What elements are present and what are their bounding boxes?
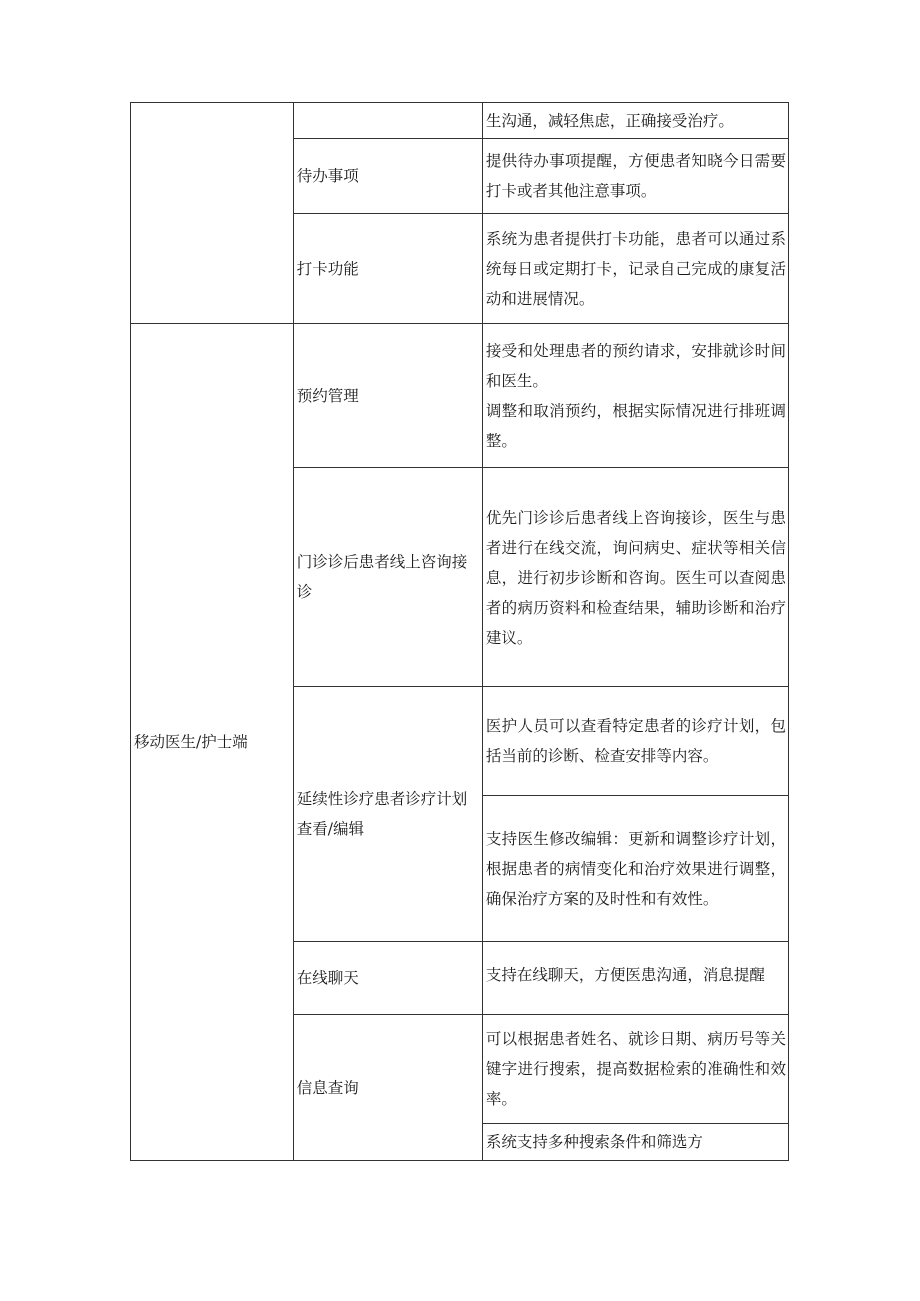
description-text: 提供待办事项提醒，方便患者知晓今日需要打卡或者其他注意事项。 bbox=[485, 152, 786, 200]
feature-cell: 待办事项 bbox=[293, 139, 482, 214]
description-cell bbox=[482, 324, 788, 468]
description-cell bbox=[482, 796, 788, 942]
description-cell bbox=[482, 1124, 788, 1161]
description-cell bbox=[482, 103, 788, 139]
description-text: 医护人员可以查看特定患者的诊疗计划，包括当前的诊断、检查安排等内容。 bbox=[485, 717, 786, 765]
description-text: 支持医生修改编辑：更新和调整诊疗计划，根据患者的病情变化和治疗效果进行调整，确保治疗方案的及时性和有效性。 bbox=[485, 829, 786, 908]
table-row bbox=[131, 103, 789, 139]
description-cell bbox=[482, 687, 788, 796]
description-text: 优先门诊诊后患者线上咨询接诊，医生与患者进行在线交流，询问病史、症状等相关信息，进行初步诊断和咨询。医生可以查阅患者的病历资料和检查结果，辅助诊断和治疗建议。 bbox=[485, 509, 786, 647]
description-text: 系统支持多种搜索条件和筛选方 bbox=[485, 1133, 703, 1151]
feature-cell: 预约管理 bbox=[293, 324, 482, 468]
description-text: 系统为患者提供打卡功能，患者可以通过系统每日或定期打卡，记录自己完成的康复活动和进展情况。 bbox=[485, 229, 786, 308]
module-cell: 移动医生/护士端 bbox=[131, 324, 294, 1161]
feature-cell: 在线聊天 bbox=[293, 942, 482, 1015]
description-cell bbox=[482, 468, 788, 687]
feature-cell: 打卡功能 bbox=[293, 214, 482, 324]
feature-table bbox=[130, 102, 789, 1161]
feature-cell: 门诊诊后患者线上咨询接诊 bbox=[293, 468, 482, 687]
module-cell-empty bbox=[131, 103, 294, 324]
description-text: 调整和取消预约，根据实际情况进行排班调整。 bbox=[485, 401, 786, 450]
description-cell bbox=[482, 139, 788, 214]
feature-cell bbox=[293, 103, 482, 139]
description-cell bbox=[482, 1015, 788, 1124]
feature-cell: 延续性诊疗患者诊疗计划查看/编辑 bbox=[293, 687, 482, 942]
description-text: 支持在线聊天，方便医患沟通，消息提醒 bbox=[485, 966, 765, 984]
description-cell bbox=[482, 942, 788, 1015]
description-text: 可以根据患者姓名、就诊日期、病历号等关键字进行搜索，提高数据检索的准确性和效率。 bbox=[485, 1030, 786, 1108]
table-row bbox=[131, 324, 789, 468]
description-text: 生沟通，减轻焦虑，正确接受治疗。 bbox=[485, 111, 734, 130]
feature-cell: 信息查询 bbox=[293, 1015, 482, 1161]
description-cell bbox=[482, 214, 788, 324]
description-text: 接受和处理患者的预约请求，安排就诊时间和医生。 bbox=[485, 341, 786, 390]
